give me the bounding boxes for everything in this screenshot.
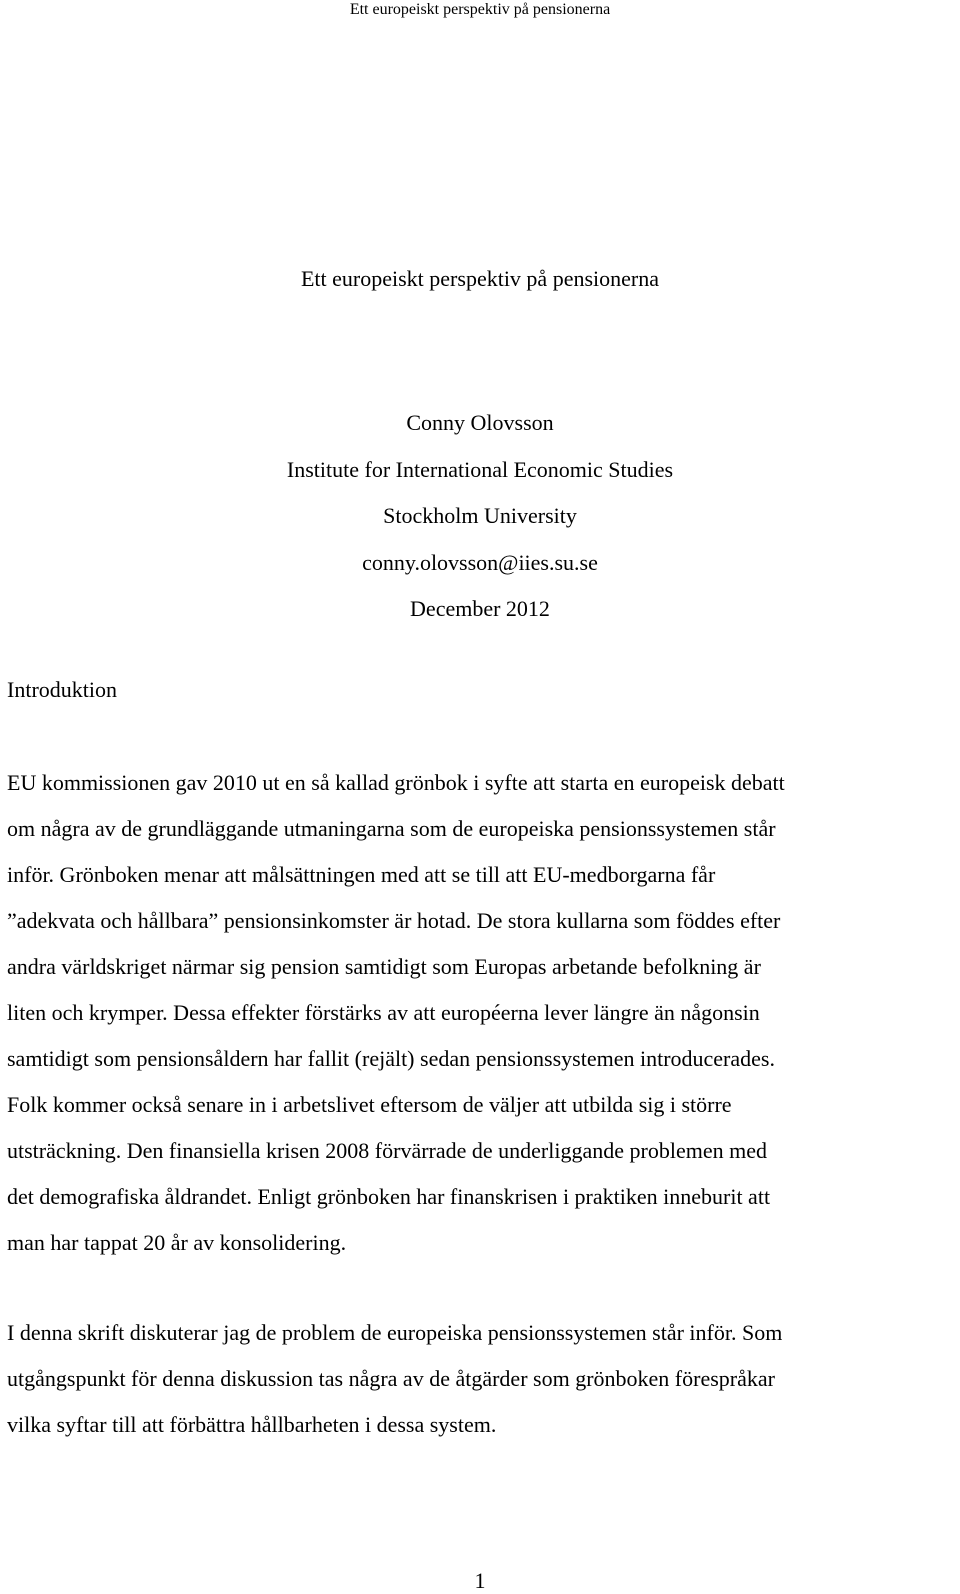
paragraph-line: utgångspunkt för denna diskussion tas några av de åtgärder som grönboken förespråkar [7, 1366, 775, 1391]
paragraph-line: I denna skrift diskuterar jag de problem de europeiska pensionssystemen står inför. Som [7, 1320, 783, 1345]
section-heading: Introduktion [7, 677, 117, 702]
author-name: Conny Olovsson [406, 410, 554, 435]
author-institute: Institute for International Economic Studies [286, 456, 674, 482]
paragraph-line: samtidigt som pensionsåldern har fallit (rejält) sedan pensionssystemen introducerades. [7, 1046, 775, 1071]
paragraph-line: EU kommissionen gav 2010 ut en så kallad grönbok i syfte att starta en europeisk debatt [7, 770, 785, 795]
author-block [0, 400, 960, 633]
paragraph-line: ”adekvata och hållbara” pensionsinkomster är hotad. De stora kullarna som föddes efter [7, 908, 781, 933]
paragraph-line: det demografiska åldrandet. Enligt grönboken har finanskrisen i praktiken inneburit att [7, 1184, 771, 1209]
author-university: Stockholm University [383, 503, 577, 528]
paragraph-1 [7, 760, 953, 1266]
page-number: 1 [474, 1568, 486, 1593]
paragraph-line: Folk kommer också senare in i arbetslivet eftersom de väljer att utbilda sig i större [7, 1092, 732, 1117]
paragraph-line: liten och krymper. Dessa effekter förstärks av att européerna lever längre än någonsin [7, 1000, 760, 1025]
paragraph-line: vilka syftar till att förbättra hållbarheten i dessa system. [7, 1412, 497, 1437]
paragraph-2 [7, 1310, 953, 1448]
paragraph-line: andra världskriget närmar sig pension samtidigt som Europas arbetande befolkning är [7, 954, 761, 979]
document-title: Ett europeiskt perspektiv på pensionerna [300, 266, 659, 291]
paragraph-line: inför. Grönboken menar att målsättningen med att se till att EU-medborgarna får [7, 862, 716, 887]
paragraph-line: utsträckning. Den finansiella krisen 2008 förvärrade de underliggande problemen med [7, 1138, 767, 1163]
running-header: Ett europeiskt perspektiv på pensionerna [349, 1, 611, 18]
document-date: December 2012 [410, 596, 550, 621]
paragraph-line: om några av de grundläggande utmaningarna som de europeiska pensionssystemen står [7, 816, 776, 841]
author-email: conny.olovsson@iies.su.se [362, 549, 598, 575]
paragraph-line: man har tappat 20 år av konsolidering. [7, 1230, 347, 1255]
